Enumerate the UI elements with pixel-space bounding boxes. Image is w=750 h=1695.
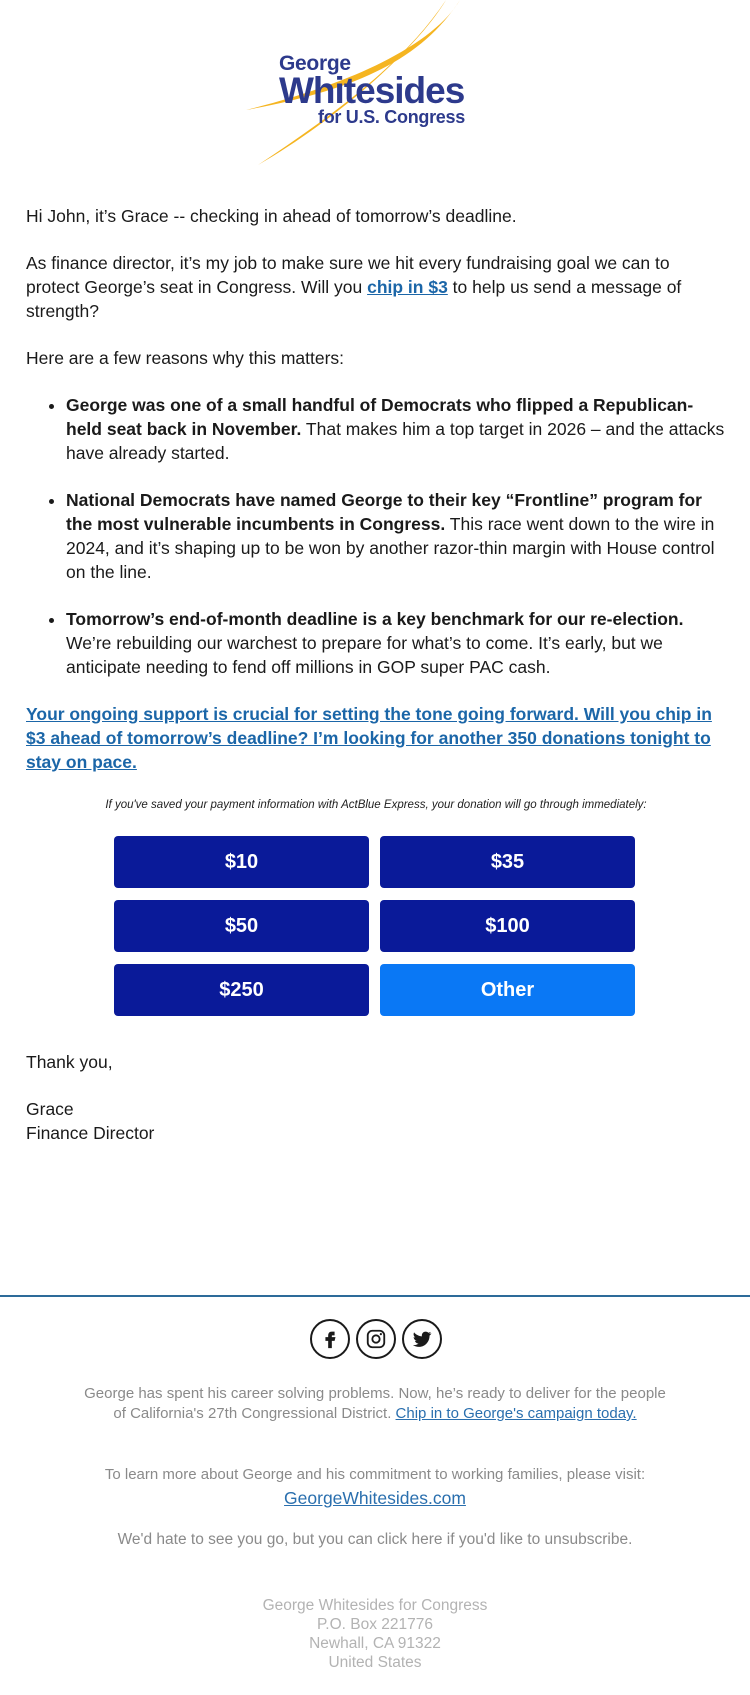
facebook-icon[interactable] xyxy=(310,1319,350,1359)
reason-item xyxy=(66,393,726,465)
intro-text-before: As finance director, it’s my job to make sure we hit every fundraising goal we can to protect George’s seat in Congress. Will you xyxy=(26,253,670,297)
signoff-title: Finance Director xyxy=(26,1123,155,1143)
mailing-address xyxy=(0,1596,750,1672)
reasons-list xyxy=(26,393,726,679)
reason-bold: George was one of a small handful of Democrats who flipped a Republican-held seat back in November. xyxy=(66,395,694,439)
donate-100-button[interactable]: $100 xyxy=(380,900,635,952)
logo-first-name: George xyxy=(279,52,351,75)
signoff-name: Grace xyxy=(26,1099,74,1119)
donation-buttons xyxy=(114,836,635,1016)
email-footer xyxy=(0,1295,750,1695)
donate-10-button[interactable]: $10 xyxy=(114,836,369,888)
intro-text-after: to help us send a message of strength? xyxy=(26,277,682,321)
donate-35-button[interactable]: $35 xyxy=(380,836,635,888)
greeting-text: Hi John, it’s Grace -- checking in ahead of tomorrow’s deadline. xyxy=(26,206,517,226)
reason-item xyxy=(66,607,726,679)
logo-tagline: for U.S. Congress xyxy=(318,107,465,127)
twitter-icon[interactable] xyxy=(402,1319,442,1359)
reason-bold: Tomorrow’s end-of-month deadline is a key benchmark for our re-election. xyxy=(66,609,684,629)
chip-in-link[interactable]: chip in $3 xyxy=(367,277,448,297)
donate-250-button[interactable]: $250 xyxy=(114,964,369,1016)
footer-learn-more-text: To learn more about George and his commitment to working families, please visit: xyxy=(104,1466,646,1483)
campaign-logo[interactable] xyxy=(0,0,750,180)
reason-text: This race went down to the wire in 2024, and it’s shaping up to be won by another razor-thin margin with House control on the line. xyxy=(66,514,715,582)
address-line: George Whitesides for Congress xyxy=(262,1597,488,1614)
intro-paragraph xyxy=(26,251,726,323)
cta-paragraph xyxy=(26,702,726,774)
footer-about xyxy=(80,1384,670,1424)
address-line: United States xyxy=(328,1654,422,1671)
reason-bold: National Democrats have named George to their key “Frontline” program for the most vulnerable incumbents in Congress. xyxy=(66,490,702,534)
unsubscribe-text[interactable]: We'd hate to see you go, but you can click here if you'd like to unsubscribe. xyxy=(117,1531,633,1548)
reason-item xyxy=(66,488,726,584)
reason-text: We’re rebuilding our warchest to prepare for what’s to come. It’s early, but we anticipate needing to fend off millions in GOP super PAC cash. xyxy=(66,633,663,677)
signoff xyxy=(26,1050,726,1145)
footer-about-text: George has spent his career solving problems. Now, he’s ready to deliver for the people of California's 27th Congressional District. xyxy=(84,1385,666,1422)
donate-other-button[interactable]: Other xyxy=(380,964,635,1016)
social-links xyxy=(310,1319,442,1359)
footer-learn-more xyxy=(80,1465,670,1510)
footer-chip-in-link[interactable]: Chip in to George's campaign today. xyxy=(395,1405,637,1422)
logo-last-name: Whitesides xyxy=(279,70,465,111)
reason-text: That makes him a top target in 2026 – and the attacks have already started. xyxy=(66,419,725,463)
reasons-intro: Here are a few reasons why this matters: xyxy=(26,348,345,368)
actblue-note: If you've saved your payment information with ActBlue Express, your donation will go through immediately: xyxy=(105,799,647,811)
signoff-thanks: Thank you, xyxy=(26,1052,113,1072)
donate-50-button[interactable]: $50 xyxy=(114,900,369,952)
email-body xyxy=(26,204,726,1145)
website-link[interactable]: GeorgeWhitesides.com xyxy=(284,1488,466,1508)
cta-link[interactable]: Your ongoing support is crucial for setting the tone going forward. Will you chip in $3 ahead of tomorrow’s deadline? I’m looking for another 350 donations tonight to stay on pace. xyxy=(26,704,712,772)
address-line: P.O. Box 221776 xyxy=(316,1616,434,1633)
instagram-icon[interactable] xyxy=(356,1319,396,1359)
address-line: Newhall, CA 91322 xyxy=(309,1635,441,1652)
